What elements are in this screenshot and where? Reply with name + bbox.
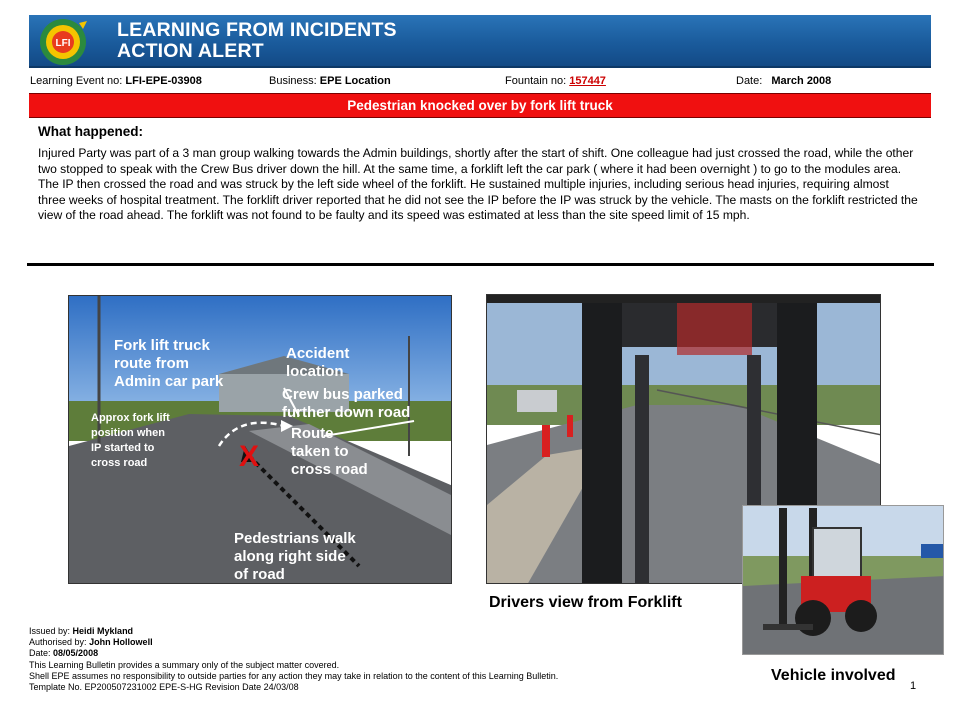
fountain-label: Fountain no: xyxy=(505,75,567,87)
business-value: EPE Location xyxy=(319,75,391,87)
banner-title-line2: ACTION ALERT xyxy=(117,40,264,62)
label-route-taken-1: Route xyxy=(291,425,334,442)
label-pedestrians-1: Pedestrians walk xyxy=(234,530,356,547)
vehicle-photo-art xyxy=(743,506,944,655)
learning-event-field xyxy=(30,74,202,88)
label-accident-2: location xyxy=(286,363,344,380)
fountain-link[interactable]: 157447 xyxy=(569,75,606,87)
what-happened-body: Injured Party was part of a 3 man group walking towards the Admin buildings, shortly after the start of shift. One colleague had just crossed the road, while the other two stopped to speak with the Crew Bus driver down the hill. At the same time, a forklift left the car park ( where it had been overnight ) to go to the modules area. The IP then crossed the road and was struck by the left side wheel of the forklift. He sustained multiple injuries, including serious head injuries, requiring almost three weeks of hospital treatment. The forklift driver reported that he did not see the IP before the IP was struck by the vehicle. The masts on the forklift restricted the view of the road ahead. The forklift was not found to be faulty and its speed was estimated at less than the site speed limit of 15 mph. xyxy=(38,146,918,222)
label-route-3: Admin car park xyxy=(114,373,224,390)
footer-authorised xyxy=(29,637,558,648)
date-label: Date: xyxy=(736,75,763,87)
footer-date xyxy=(29,648,558,659)
label-accident-1: Accident xyxy=(286,345,350,362)
learning-event-label: Learning Event no: xyxy=(30,75,123,87)
footer-date-label: Date: xyxy=(29,648,51,659)
header-banner xyxy=(29,15,931,68)
footer-line2: Shell EPE assumes no responsibility to outside parties for any action they may take in relation to the content of this Learning Bulletin. xyxy=(29,670,559,681)
label-crewbus-1: Crew bus parked xyxy=(282,386,403,403)
incident-title: Pedestrian knocked over by fork lift truck xyxy=(29,93,931,118)
issued-value: Heidi Mykland xyxy=(72,626,134,636)
logo-text: LFI xyxy=(55,38,71,49)
site-photo-art xyxy=(69,296,452,584)
date-field xyxy=(736,74,831,88)
label-fork-pos-2: position when xyxy=(91,427,165,439)
business-field xyxy=(269,74,391,88)
business-label: Business: xyxy=(269,75,317,87)
banner-title xyxy=(117,20,397,62)
drivers-view-caption: Drivers view from Forklift xyxy=(489,594,682,611)
what-happened-heading: What happened: xyxy=(38,124,143,139)
label-route-taken-2: taken to xyxy=(291,443,349,460)
label-route-2: route from xyxy=(114,355,189,372)
label-pedestrians-3: of road xyxy=(234,566,285,583)
label-fork-pos-3: IP started to xyxy=(91,442,155,454)
lfi-logo-icon xyxy=(35,17,99,67)
footer-date-value: 08/05/2008 xyxy=(53,648,99,659)
vehicle-photo xyxy=(742,505,944,655)
label-route-1: Fork lift truck xyxy=(114,337,210,354)
footer-line1: This Learning Bulletin provides a summary only of the subject matter covered. xyxy=(29,659,340,670)
accident-x-mark: X xyxy=(239,440,260,473)
footer-line3: Template No. EP200507231002 EPE-S-HG Revision Date 24/03/08 xyxy=(29,682,299,693)
label-pedestrians-2: along right side xyxy=(234,548,346,565)
issued-label: Issued by: xyxy=(29,626,71,636)
authorised-label: Authorised by: xyxy=(29,637,87,648)
label-fork-pos-4: cross road xyxy=(91,457,148,469)
footer-issued xyxy=(29,626,558,637)
section-divider xyxy=(27,263,934,266)
label-crewbus-2: further down road xyxy=(282,404,411,421)
authorised-value: John Hollowell xyxy=(89,637,153,648)
footer xyxy=(29,626,558,693)
label-route-taken-3: cross road xyxy=(291,461,368,478)
banner-title-line1: LEARNING FROM INCIDENTS xyxy=(117,19,397,41)
label-fork-pos-1: Approx fork lift xyxy=(91,412,170,424)
date-value: March 2008 xyxy=(771,75,832,87)
vehicle-caption: Vehicle involved xyxy=(771,667,896,684)
site-annotated-photo xyxy=(68,295,452,584)
learning-event-value: LFI-EPE-03908 xyxy=(125,75,202,87)
page-number: 1 xyxy=(910,680,917,692)
fountain-field xyxy=(505,74,606,88)
